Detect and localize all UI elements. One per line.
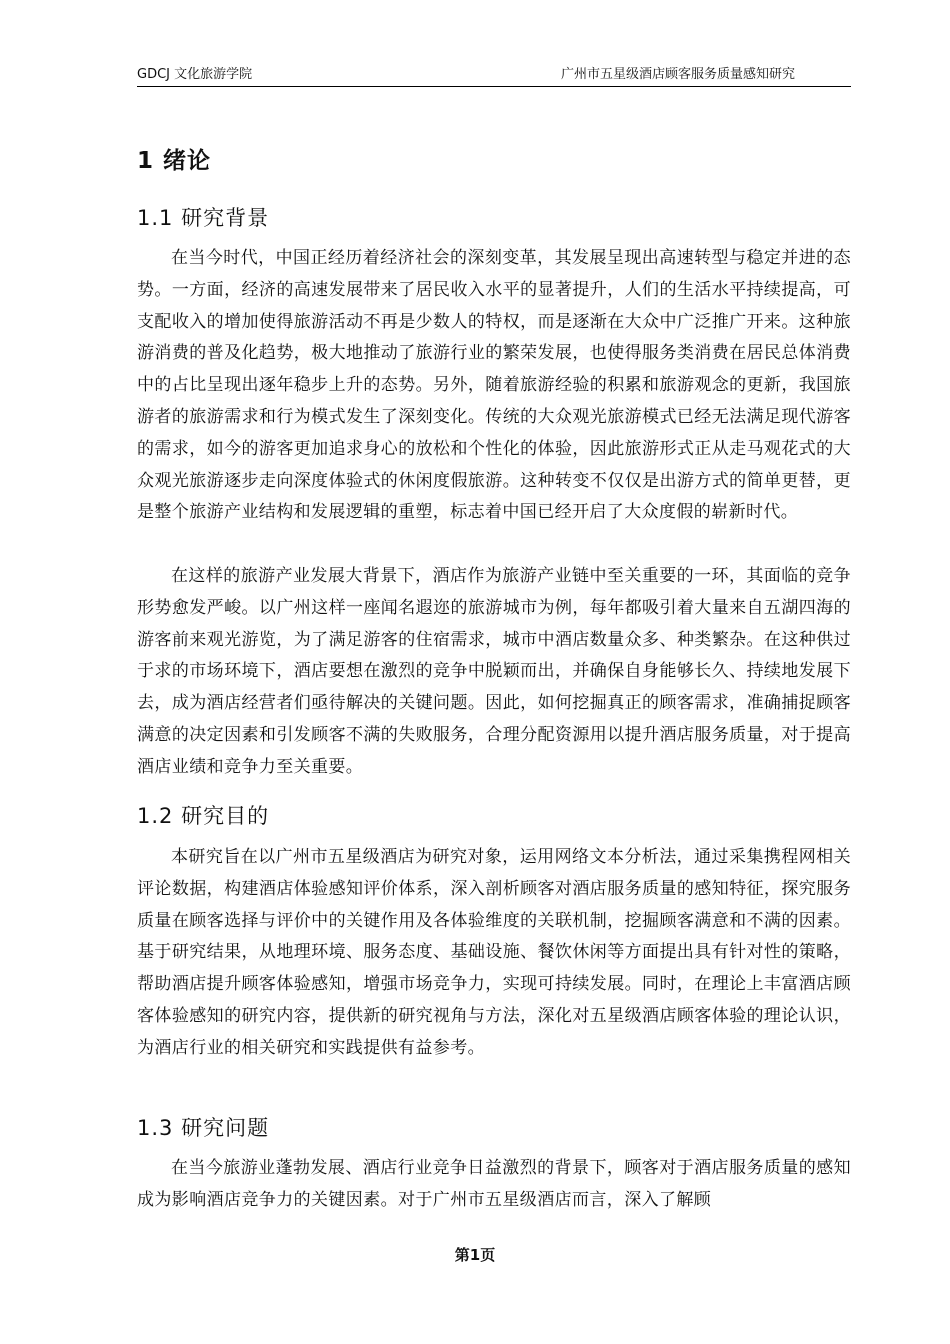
paragraph-questions: 在当今旅游业蓬勃发展、酒店行业竞争日益激烈的背景下，顾客对于酒店服务质量的感知成为影响酒店竞争力的关键因素。对于广州市五星级酒店而言，深入了解顾 (137, 1158, 851, 1210)
paragraph-background-2: 在这样的旅游产业发展大背景下，酒店作为旅游产业链中至关重要的一环，其面临的竞争形势愈发严峻。以广州这样一座闻名遐迩的旅游城市为例，每年都吸引着大量来自五湖四海的游客前来观光游览，为了满足游客的住宿需求，城市中酒店数量众多、种类繁杂。在这种供过于求的市场环境下，酒店要想在激烈的竞争中脱颖而出，并确保自身能够长久、持续地发展下去，成为酒店经营者们亟待解决的关键问题。因此，如何挖掘真正的顾客需求，准确捕捉顾客满意的决定因素和引发顾客不满的失败服务，合理分配资源用以提升酒店服务质量，对于提高酒店业绩和竞争力至关重要。 (137, 566, 851, 777)
header-institution: GDCJ 文化旅游学院 (137, 67, 253, 82)
page-header (137, 66, 851, 87)
section-heading-objective: 1.2 研究目的 (137, 804, 270, 828)
paragraph-objective: 本研究旨在以广州市五星级酒店为研究对象，运用网络文本分析法，通过采集携程网相关评论数据，构建酒店体验感知评价体系，深入剖析顾客对酒店服务质量的感知特征，探究服务质量在顾客选择与评价中的关键作用及各体验维度的关联机制，挖掘顾客满意和不满的因素。基于研究结果，从地理环境、服务态度、基础设施、餐饮休闲等方面提出具有针对性的策略，帮助酒店提升顾客体验感知，增强市场竞争力，实现可持续发展。同时，在理论上丰富酒店顾客体验感知的研究内容，提供新的研究视角与方法，深化对五星级酒店顾客体验的理论认识，为酒店行业的相关研究和实践提供有益参考。 (137, 847, 851, 1058)
section-heading-questions: 1.3 研究问题 (137, 1116, 270, 1140)
page-number: 第1页 (454, 1246, 496, 1264)
paragraph-background-1: 在当今时代，中国正经历着经济社会的深刻变革，其发展呈现出高速转型与稳定并进的态势。一方面，经济的高速发展带来了居民收入水平的显著提升，人们的生活水平持续提高，可支配收入的增加使得旅游活动不再是少数人的特权，而是逐渐在大众中广泛推广开来。这种旅游消费的普及化趋势，极大地推动了旅游行业的繁荣发展，也使得服务类消费在居民总体消费中的占比呈现出逐年稳步上升的态势。另外，随着旅游经验的积累和旅游观念的更新，我国旅游者的旅游需求和行为模式发生了深刻变化。传统的大众观光旅游模式已经无法满足现代游客的需求，如今的游客更加追求身心的放松和个性化的体验，因此旅游形式正从走马观花式的大众观光旅游逐步走向深度体验式的休闲度假旅游。这种转变不仅仅是出游方式的简单更替，更是整个旅游产业结构和发展逻辑的重塑，标志着中国已经开启了大众度假的崭新时代。 (137, 248, 851, 523)
header-paper-title: 广州市五星级酒店顾客服务质量感知研究 (560, 67, 795, 82)
chapter-heading: 1 绪论 (137, 148, 212, 174)
section-heading-background: 1.1 研究背景 (137, 206, 270, 230)
